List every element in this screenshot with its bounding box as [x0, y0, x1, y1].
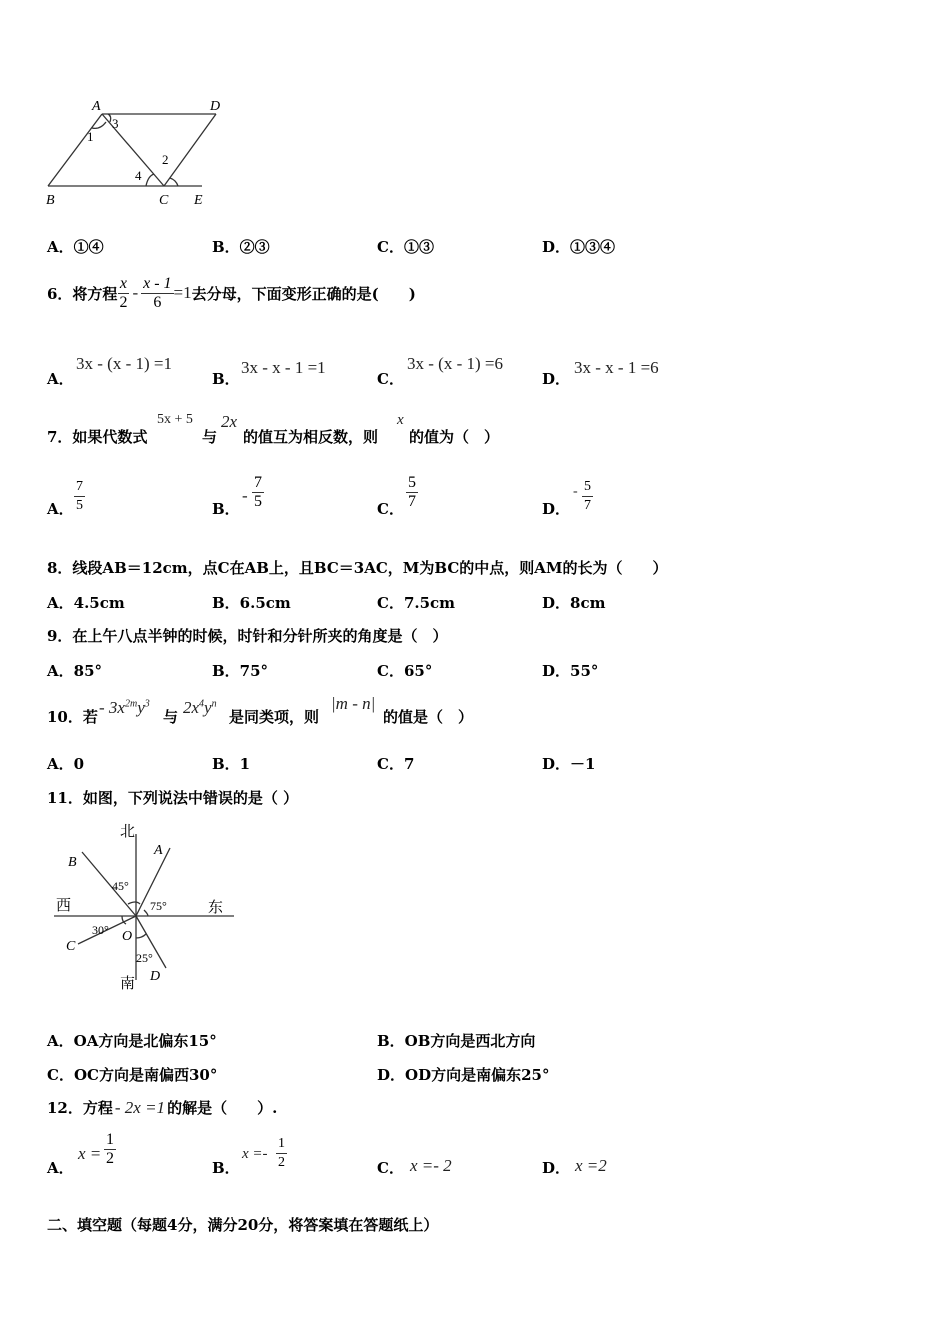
- q6-option-a-label[interactable]: A．: [47, 370, 74, 388]
- q7-option-b-sign[interactable]: -: [242, 486, 248, 505]
- label-B: B: [46, 193, 55, 208]
- q12-option-a-label[interactable]: A．: [47, 1159, 74, 1177]
- q6-option-d[interactable]: 3x - x - 1 =6: [574, 358, 659, 377]
- q7-option-b[interactable]: $\frac{7}{5}$: [254, 474, 262, 510]
- q10-mid: 与: [163, 708, 179, 726]
- label-A: A: [92, 99, 101, 114]
- q7-expr2: 2x: [221, 412, 238, 431]
- q5-option-a[interactable]: A．①④: [47, 238, 104, 256]
- point-D-label: D: [150, 969, 161, 984]
- q12-option-b-label[interactable]: B．: [212, 1159, 240, 1177]
- q12-option-c-label[interactable]: C．: [377, 1159, 404, 1177]
- label-C: C: [159, 193, 169, 208]
- angle-3-label: 3: [112, 116, 119, 131]
- q7-option-b-label[interactable]: B．: [212, 500, 240, 518]
- section-2-heading: 二、填空题（每题4分，满分20分，将答案填在答题纸上）: [47, 1216, 439, 1234]
- point-O-label: O: [122, 929, 133, 944]
- q5-option-b[interactable]: B．②③: [212, 238, 270, 256]
- q12-suffix: 的解是（ ）.: [167, 1099, 278, 1117]
- q11-option-b[interactable]: B．OB方向是西北方向: [377, 1032, 536, 1050]
- label-E: E: [194, 193, 203, 208]
- q6-prefix: 6．将方程: [47, 284, 118, 303]
- q7-prefix: 7．如果代数式: [47, 428, 148, 446]
- q5-option-d[interactable]: D．①③④: [542, 238, 616, 256]
- q12-option-d[interactable]: x =2: [575, 1156, 607, 1175]
- q12-option-a-lhs[interactable]: x =: [78, 1144, 102, 1163]
- question-11: 11．如图，下列说法中错误的是（ ）: [47, 789, 299, 807]
- point-A-label: A: [154, 843, 163, 858]
- point-C-label: C: [66, 939, 76, 954]
- q7-option-c[interactable]: $\frac{5}{7}$: [408, 474, 416, 510]
- q9-option-b[interactable]: B．75°: [212, 662, 269, 680]
- angle-4-label: 4: [135, 168, 142, 183]
- question-8: 8．线段AB＝12cm，点C在AB上，且BC＝3AC，M为BC的中点，则AM的长为（ ）: [47, 559, 668, 577]
- q10-option-b[interactable]: B．1: [212, 755, 251, 773]
- q6-frac2: $\frac{x - 1}{6}$: [143, 274, 172, 311]
- angle-30-label: 30°: [92, 923, 109, 937]
- north-label: 北: [120, 824, 136, 840]
- q11-option-d[interactable]: D．OD方向是南偏东25°: [377, 1066, 550, 1084]
- q9-option-d[interactable]: D．55°: [542, 662, 599, 680]
- q7-mid2: 的值互为相反数，则: [243, 428, 379, 446]
- east-label: 东: [208, 900, 224, 916]
- q6-option-d-label[interactable]: D．: [542, 370, 571, 388]
- q6-option-c[interactable]: 3x - (x - 1) =6: [407, 354, 503, 373]
- q6-minus: -: [132, 283, 139, 302]
- q6-suffix: 去分母，下面变形正确的是( ): [191, 284, 416, 303]
- q10-option-a[interactable]: A．0: [47, 755, 85, 773]
- q7-var: x: [397, 412, 404, 428]
- q9-option-c[interactable]: C．65°: [377, 662, 433, 680]
- q12-option-a[interactable]: $\frac{1}{2}$: [106, 1131, 114, 1167]
- point-B-label: B: [68, 855, 77, 870]
- angle-1-label: 1: [87, 129, 94, 144]
- q6-option-a[interactable]: 3x - (x - 1) =1: [76, 354, 172, 373]
- west-label: 西: [56, 898, 72, 914]
- q7-option-d[interactable]: $\frac{5}{7}$: [584, 479, 591, 513]
- q10-mid2: 是同类项，则: [229, 708, 320, 726]
- q6-option-b[interactable]: 3x - x - 1 =1: [241, 358, 326, 377]
- q7-option-a-label[interactable]: A．: [47, 500, 74, 518]
- q5-option-c[interactable]: C．①③: [377, 238, 434, 256]
- question-9: 9．在上午八点半钟的时候，时针和分针所夹的角度是（ ）: [47, 627, 448, 645]
- q7-expr1: 5x + 5: [157, 412, 193, 427]
- angle-75-label: 75°: [150, 899, 167, 913]
- q7-suffix: 的值为（ ）: [409, 428, 500, 446]
- q7-mid: 与: [202, 428, 218, 446]
- q8-option-a[interactable]: A．4.5cm: [47, 594, 125, 612]
- q6-eq: =1: [173, 283, 192, 302]
- q10-option-c[interactable]: C．7: [377, 755, 415, 773]
- question-6: [47, 270, 416, 316]
- q11-option-a[interactable]: A．OA方向是北偏东15°: [47, 1032, 217, 1050]
- q9-option-a[interactable]: A．85°: [47, 662, 103, 680]
- q12-option-c[interactable]: x =- 2: [410, 1156, 452, 1175]
- q12-option-d-label[interactable]: D．: [542, 1159, 571, 1177]
- q10-expr2: $2x^4y^n$: [183, 698, 217, 717]
- q11-option-c[interactable]: C．OC方向是南偏西30°: [47, 1066, 218, 1084]
- angle-45-label: 45°: [112, 879, 129, 893]
- q10-option-d[interactable]: D．－1: [542, 755, 596, 773]
- compass-figure: [48, 820, 243, 995]
- q10-prefix: 10．若: [47, 708, 98, 726]
- q12-expr: - 2x =1: [114, 1097, 166, 1117]
- q6-option-c-label[interactable]: C．: [377, 370, 404, 388]
- q6-frac1: $\frac{x}{2}$: [119, 274, 128, 311]
- angle-25-label: 25°: [136, 951, 153, 965]
- angle-2-label: 2: [162, 152, 169, 167]
- q10-expr1: - $3x^{2m}y^3$: [99, 698, 150, 717]
- q8-option-c[interactable]: C．7.5cm: [377, 594, 456, 612]
- parallelogram-figure: [40, 92, 230, 212]
- q7-option-a[interactable]: $\frac{7}{5}$: [76, 479, 83, 513]
- q8-option-d[interactable]: D．8cm: [542, 594, 606, 612]
- q12-prefix: 12．方程: [47, 1099, 113, 1117]
- q12-option-b[interactable]: $\frac{1}{2}$: [278, 1136, 285, 1170]
- south-label: 南: [120, 976, 136, 992]
- q7-option-d-sign[interactable]: -: [573, 484, 578, 499]
- q7-option-c-label[interactable]: C．: [377, 500, 404, 518]
- label-D: D: [210, 99, 221, 114]
- q12-option-b-lhs[interactable]: x =-: [242, 1146, 268, 1162]
- q10-abs: |m - n|: [331, 694, 376, 713]
- q10-suffix: 的值是（ ）: [383, 708, 474, 726]
- q6-option-b-label[interactable]: B．: [212, 370, 240, 388]
- q7-option-d-label[interactable]: D．: [542, 500, 571, 518]
- question-12: [47, 1097, 277, 1118]
- q8-option-b[interactable]: B．6.5cm: [212, 594, 291, 612]
